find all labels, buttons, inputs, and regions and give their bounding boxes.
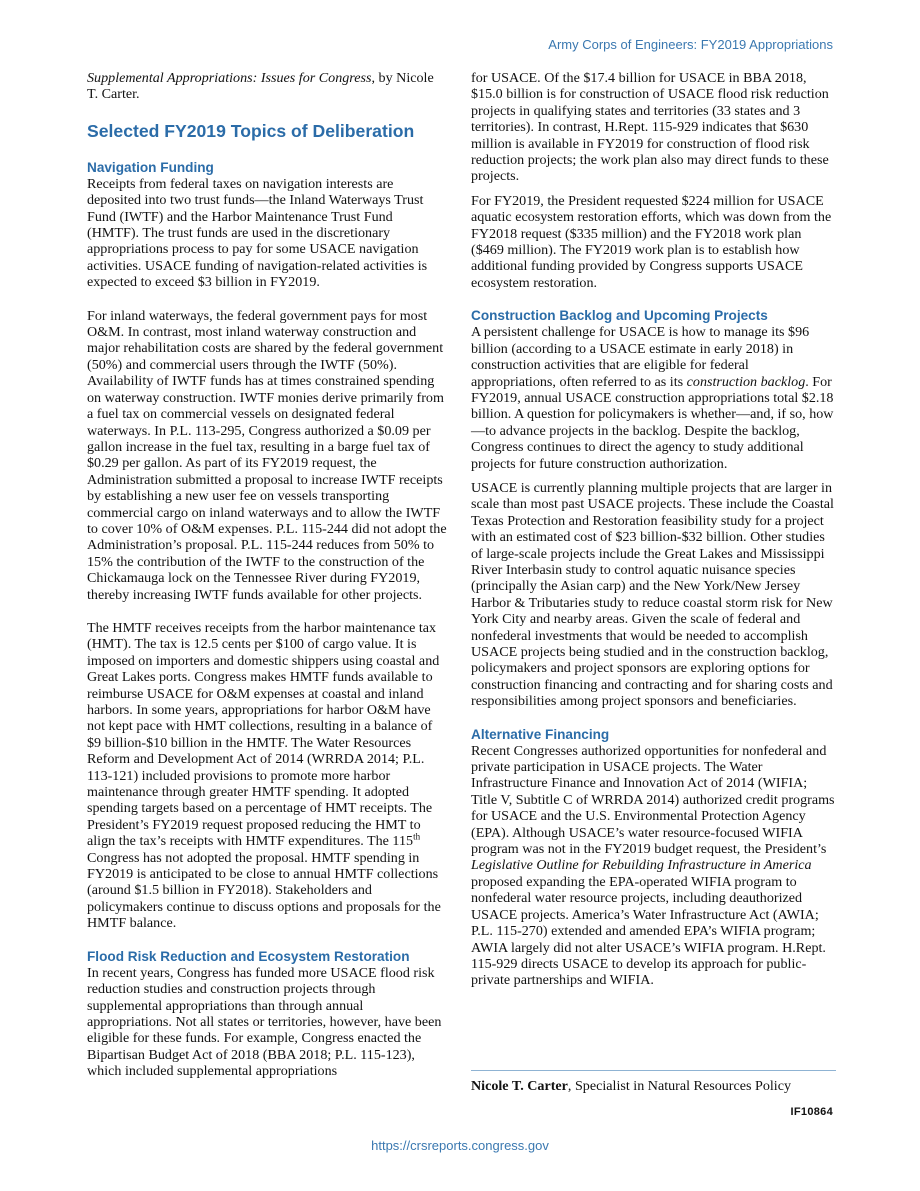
author-title: , Specialist in Natural Resources Policy [567,1078,792,1094]
intro-paragraph [87,70,448,103]
navigation-paragraph-3 [87,620,448,932]
hmtf-text-a: The HMTF receives receipts from the harbor maintenance tax (HMT). The tax is 12.5 cents per $100 of cargo value. It is imposed on importers and domestic shippers using coastal and Great Lakes ports. Congress makes HMTF funds available to reimburse USACE for O&M expenses at coastal and inland harbors. In some years, appropriations for harbor O&M have not kept pace with HMT collections, resulting in a balance of $9 billion-$10 billion in the HMTF. The Water Resources Reform and Development Act of 2014 (WRRDA 2014; P.L. 113-121) included provisions to promote more harbor maintenance through greater HMTF spending. It adopted spending targets based on a percentage of HMT receipts. The President’s FY2019 request proposed reducing the HMT to align the tax’s receipts with HMTF expenditures. The 115 [87,619,440,850]
legislative-outline-title: Legislative Outline for Rebuilding Infrastructure in America [471,857,812,874]
left-column [87,70,448,1097]
right-column [471,70,836,1006]
section-title: Selected FY2019 Topics of Deliberation [87,120,415,141]
backlog-text-b: . For FY2019, annual USACE construction appropriations total $2.18 billion. A question for policymakers is whether—and, if so, how—to advance projects in the backlog. Despite the backlog, Congress continues to direct the agency to study additional projects for future construction authorization. [471,373,834,472]
author-name: Nicole T. Carter [471,1078,568,1094]
navigation-paragraph-2: For inland waterways, the federal government pays for most O&M. In contrast, most inland waterway construction and major rehabilitation costs are shared by the federal government (50%) and commercial users through the IWTF (50%). Availability of IWTF funds has at times constrained spending on waterway construction. IWTF monies derive primarily from a fuel tax on commercial vessels on designated federal waterways. In P.L. 113-295, Congress authorized a $0.09 per gallon increase in the fuel tax, resulting in a barge fuel tax of $0.29 per gallon. As part of its FY2019 request, the Administration submitted a proposal to increase IWTF receipts by establishing a new user fee on vessels transporting commercial cargo on inland waterways and to allow the IWTF to cover 10% of O&M expenses. P.L. 115-244 did not adopt the Administration’s proposal. P.L. 115-244 reduces from 50% to 15% the contribution of the IWTF to the construction of the Chickamauga lock on the Tennessee River during FY2019, thereby increasing IWTF funds available for other projects. [87,307,447,603]
flood-paragraph-1: In recent years, Congress has funded more USACE flood risk reduction studies and construction projects through supplemental appropriations than through annual appropriations. Not all states or territories, however, have been eligible for these funds. For example, Congress enacted the Bipartisan Budget Act of 2018 (BBA 2018; P.L. 115-123), which included supplemental appropriations [87,964,442,1080]
alt-text-a: Recent Congresses authorized opportunities for nonfederal and private participation in USACE projects. The Water Infrastructure Finance and Innovation Act of 2014 (WIFIA; Title V, Subtitle C of WRRDA 2014) authorized credit programs for USACE and the U.S. Environmental Protection Agency (EPA). Although USACE’s water resource-focused WIFIA program was not in the FY2019 budget request, the President’s [471,742,835,858]
backlog-term: construction backlog [686,373,806,390]
alt-text-b: proposed expanding the EPA-operated WIFIA program to nonfederal water resource projects, including deauthorized USACE projects. America’s Water Infrastructure Act (AWIA; P.L. 115-270) extended and amended EPA’s WIFIA program; AWIA largely did not alter USACE’s WIFIA program. H.Rept. 115-929 directs USACE to develop its approach for public-private partnerships and WIFIA. [471,873,826,989]
navigation-heading: Navigation Funding [87,159,214,175]
author-divider [471,1070,836,1071]
intro-author: , by Nicole T. Carter. [87,70,434,103]
backlog-paragraph-1 [471,324,836,472]
navigation-paragraph-1: Receipts from federal taxes on navigation interests are deposited into two trust funds—the Inland Waterways Trust Fund (IWTF) and the Harbor Maintenance Trust Fund (HMTF). The trust funds are used in the discretionary appropriations process to pay for some USACE navigation activities. USACE funding of navigation-related activities is expected to exceed $3 billion in FY2019. [87,175,428,291]
footer-url-link[interactable]: https://crsreports.congress.gov [371,1138,549,1153]
ordinal-suffix: th [413,831,421,842]
author-line [471,1078,836,1094]
backlog-text-a: A persistent challenge for USACE is how to manage its $96 billion (according to a USACE estimate in early 2018) in construction activities that are eligible for federal appropriations, often referred to as its [471,324,810,390]
running-header: Army Corps of Engineers: FY2019 Appropriations [548,37,833,52]
hmtf-text-b: Congress has not adopted the proposal. HMTF spending in FY2019 is anticipated to be close to annual HMTF collections (around $1.5 billion in FY2018). Stakeholders and policymakers continue to discuss options and proposals for the HMTF balance. [87,849,441,932]
document-id: IF10864 [790,1106,833,1118]
flood-paragraph-2: For FY2019, the President requested $224 million for USACE aquatic ecosystem restoration efforts, which was down from the FY2018 request ($335 million) and the FY2018 work plan ($469 million). The FY2019 work plan is to establish how additional funding provided by Congress supports USACE ecosystem restoration. [471,192,832,291]
backlog-paragraph-2: USACE is currently planning multiple projects that are larger in scale than most past USACE projects. These include the Coastal Texas Protection and Restoration feasibility study for a project with an estimated cost of $23 billion-$32 billion. Other studies of large-scale projects include the Great Lakes and Mississippi River Interbasin study to control aquatic nuisance species (principally the Asian carp) and the New York/New Jersey Harbor & Tributaries study to reduce coastal storm risk for New York City and nearby areas. Given the scale of federal and nonfederal investments that would be needed to accomplish USACE projects being studied and in the construction backlog, policymakers and project sponsors are exploring options for construction financing and contracting and for sharing costs and responsibilities among project sponsors and beneficiaries. [471,479,834,710]
alt-financing-heading: Alternative Financing [471,726,610,742]
backlog-heading: Construction Backlog and Upcoming Projects [471,308,768,324]
flood-paragraph-1-continued: for USACE. Of the $17.4 billion for USACE in BBA 2018, $15.0 billion is for construction of USACE flood risk reduction projects in qualifying states and territories (33 states and 3 territories). In contrast, H.Rept. 115-929 indicates that $630 million is available in FY2019 for construction of flood risk reduction projects; the work plan also may direct funds to these projects. [471,70,829,185]
alt-financing-paragraph [471,743,836,989]
intro-report-title: Supplemental Appropriations: Issues for Congress [87,70,372,86]
flood-heading: Flood Risk Reduction and Ecosystem Restoration [87,948,410,964]
